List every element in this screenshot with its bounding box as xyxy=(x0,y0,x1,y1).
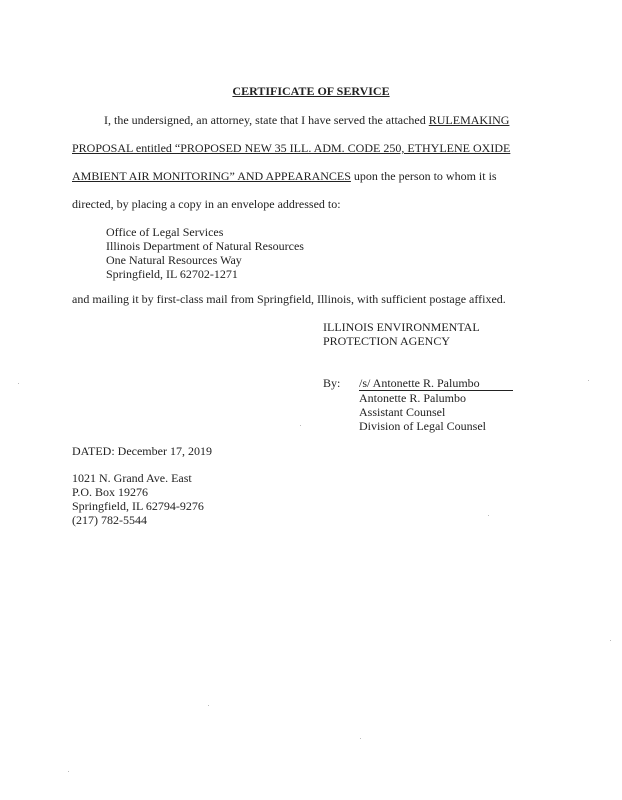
recipient-line: One Natural Resources Way xyxy=(106,253,242,267)
certificate-title: CERTIFICATE OF SERVICE xyxy=(232,84,390,98)
address-line: Springfield, IL 62794-9276 xyxy=(72,499,204,513)
scan-speck xyxy=(610,640,611,641)
scan-speck xyxy=(588,380,589,381)
dated-line: DATED: December 17, 2019 xyxy=(72,444,212,458)
rulemaking-ref: RULEMAKING xyxy=(428,113,510,127)
agency-name xyxy=(323,320,480,348)
recipient-line: Office of Legal Services xyxy=(106,225,224,239)
body-line-1 xyxy=(104,113,509,128)
mailing-statement: and mailing it by first-class mail from Springfield, Illinois, with sufficient postage affixed. xyxy=(72,292,506,306)
signature-block xyxy=(359,376,513,433)
recipient-line: Illinois Department of Natural Resources xyxy=(106,239,304,253)
scan-speck xyxy=(68,771,69,772)
body-line-3-text: upon the person to whom it is xyxy=(350,169,497,183)
proposal-title-line: PROPOSAL entitled “PROPOSED NEW 35 ILL. ADM. CODE 250, ETHYLENE OXIDE xyxy=(72,141,511,155)
body-line-4: directed, by placing a copy in an envelope addressed to: xyxy=(72,197,341,211)
scan-speck xyxy=(300,425,301,426)
recipient-line: Springfield, IL 62702-1271 xyxy=(106,267,238,281)
agency-line: ILLINOIS ENVIRONMENTAL xyxy=(323,320,480,334)
recipient-address xyxy=(106,225,304,281)
agency-address xyxy=(72,471,204,527)
electronic-signature: /s/ Antonette R. Palumbo xyxy=(359,377,513,391)
signer-title: Assistant Counsel xyxy=(359,405,446,419)
signer-division: Division of Legal Counsel xyxy=(359,419,486,433)
address-line: 1021 N. Grand Ave. East xyxy=(72,471,192,485)
body-line-3 xyxy=(72,169,497,184)
by-label: By: xyxy=(323,376,341,390)
address-line: P.O. Box 19276 xyxy=(72,485,149,499)
signer-name: Antonette R. Palumbo xyxy=(359,391,466,405)
address-line: (217) 782-5544 xyxy=(72,513,147,527)
proposal-title-cont: AMBIENT AIR MONITORING” AND APPEARANCES xyxy=(72,169,351,183)
scan-speck xyxy=(208,705,209,706)
scan-speck xyxy=(360,738,361,739)
agency-line: PROTECTION AGENCY xyxy=(323,334,451,348)
body-line-1-text: I, the undersigned, an attorney, state that I have served the attached xyxy=(104,113,429,127)
scan-speck xyxy=(488,515,489,516)
scan-speck xyxy=(18,383,19,384)
